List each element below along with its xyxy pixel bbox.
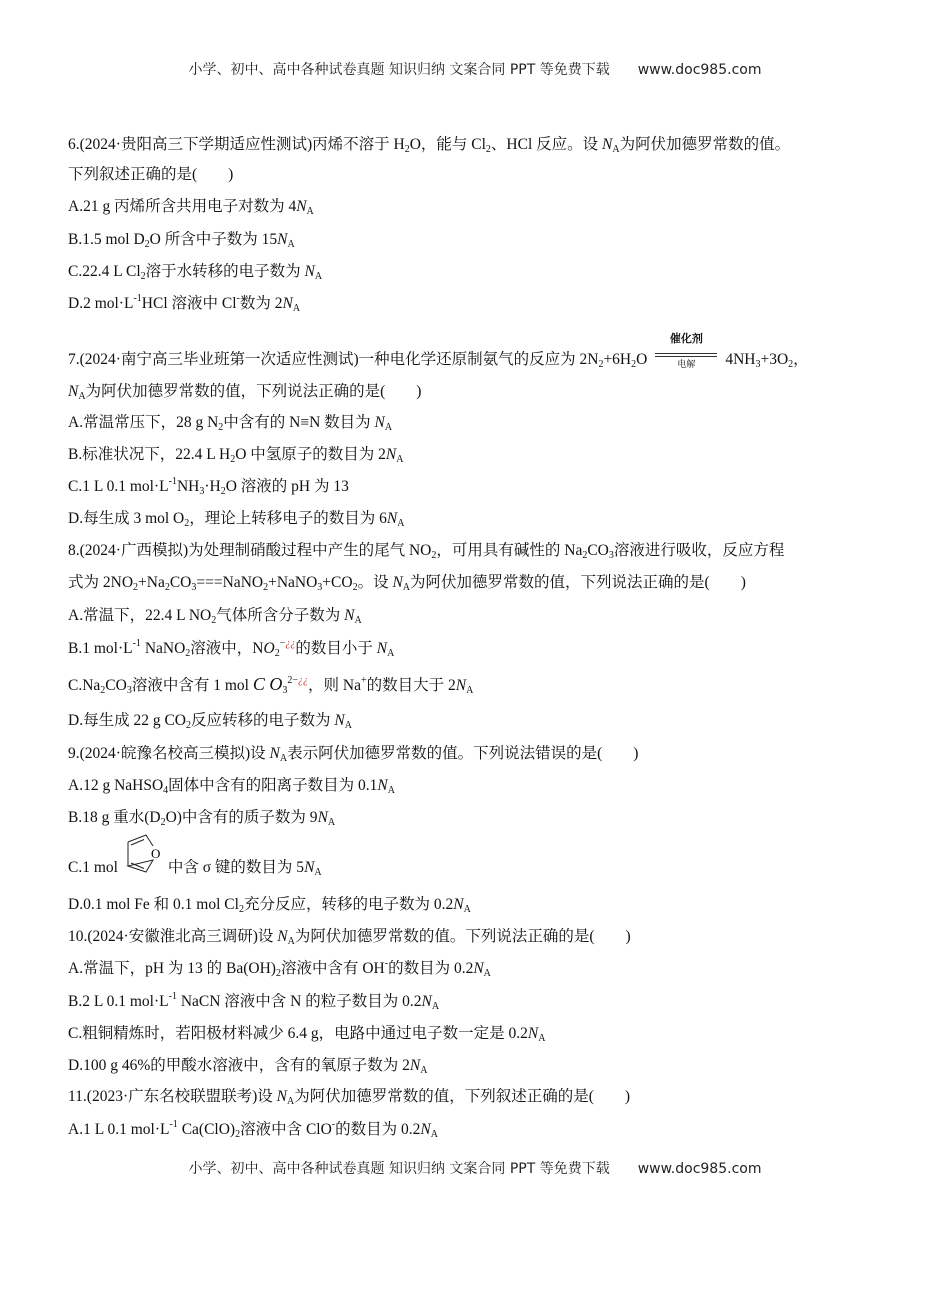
text-run: 为阿伏加德罗常数的值，下列叙述正确的是( ) bbox=[294, 1088, 631, 1105]
subscript: A bbox=[431, 1001, 440, 1012]
subscript: 3 bbox=[317, 582, 323, 593]
subscript: A bbox=[396, 454, 404, 465]
text-run: A.12 g NaHSO bbox=[68, 777, 164, 794]
text-run: O bbox=[636, 351, 648, 368]
subscript: 3 bbox=[755, 359, 761, 370]
subscript: 2 bbox=[164, 582, 170, 593]
subscript: 3 bbox=[126, 685, 132, 696]
superscript: - bbox=[331, 1119, 336, 1130]
text-run: CO bbox=[169, 574, 192, 591]
subscript: A bbox=[384, 422, 393, 433]
text-run: ·H bbox=[204, 478, 221, 495]
question-line bbox=[68, 445, 403, 465]
question-line bbox=[68, 992, 439, 1012]
subscript: 2 bbox=[144, 239, 150, 250]
subscript: A bbox=[483, 968, 491, 979]
page-header: 小学、初中、高中各种试卷真题 知识归纳 文案合同 PPT 等免费下载 www.doc985.com bbox=[188, 62, 762, 78]
italic-text: N bbox=[344, 607, 355, 624]
text-run: 的数目大于 2 bbox=[366, 677, 456, 694]
text-run: 溶液中含有 OH bbox=[280, 960, 385, 977]
text-run: +6H bbox=[603, 351, 632, 368]
text-run: CO bbox=[587, 542, 609, 559]
italic-text: N bbox=[304, 859, 315, 876]
question-line bbox=[68, 808, 335, 828]
text-run: NH bbox=[176, 478, 200, 495]
italic-text: N bbox=[420, 1121, 431, 1138]
text-run: B.标准状况下，22.4 L H bbox=[68, 446, 231, 463]
italic-text: N bbox=[334, 712, 345, 729]
superscript: - bbox=[384, 958, 389, 969]
text-run: 充分反应，转移的电子数为 0.2 bbox=[243, 896, 454, 913]
subscript: 3 bbox=[199, 486, 205, 497]
text-run: 溶液中含 ClO bbox=[240, 1121, 332, 1138]
italic-text: N bbox=[282, 295, 293, 312]
question-line bbox=[68, 846, 322, 878]
text-run: 表示阿伏加德罗常数的值。下列说法错误的是( ) bbox=[287, 745, 639, 762]
question-stem bbox=[68, 541, 784, 561]
subscript: A bbox=[387, 648, 395, 659]
subscript: A bbox=[466, 685, 474, 696]
subscript: 2 bbox=[352, 582, 358, 593]
text-run: 数为 2 bbox=[239, 295, 283, 312]
question-line bbox=[68, 895, 471, 915]
subscript: 2 bbox=[404, 144, 410, 155]
italic-text: N bbox=[392, 574, 403, 591]
text-run: O 溶液的 pH 为 13 bbox=[225, 478, 349, 495]
text-run: 中含有的 N≡N 数目为 bbox=[223, 414, 375, 431]
question-line bbox=[68, 959, 491, 979]
italic-text: N bbox=[277, 928, 288, 945]
text-run: +NaNO bbox=[268, 574, 318, 591]
text-run: D.每生成 22 g CO bbox=[68, 712, 186, 729]
text-run: 气体所含分子数为 bbox=[216, 607, 345, 624]
text-run: 9.(2024·皖豫名校高三模拟)设 bbox=[68, 745, 270, 762]
question-line bbox=[68, 1120, 438, 1140]
subscript: A bbox=[387, 785, 395, 796]
subscript: A bbox=[327, 817, 336, 828]
italic-text: N bbox=[277, 231, 288, 248]
question-line bbox=[68, 197, 314, 217]
text-run: 6.(2024·贵阳高三下学期适应性测试)丙烯不溶于 H bbox=[68, 136, 405, 153]
subscript: A bbox=[306, 206, 314, 217]
question-stem bbox=[68, 333, 809, 370]
subscript: 2 bbox=[100, 685, 106, 696]
text-run: 为阿伏加德罗常数的值。下列说法正确的是( ) bbox=[294, 928, 631, 945]
text-run: ， bbox=[793, 351, 809, 368]
subscript: 2 bbox=[275, 968, 281, 979]
superscript: + bbox=[360, 675, 367, 686]
italic-text: N bbox=[453, 896, 464, 913]
superscript: -1 bbox=[169, 1119, 178, 1130]
question-line bbox=[68, 639, 394, 659]
subscript: A bbox=[314, 271, 323, 282]
superscript: 2− bbox=[287, 675, 298, 686]
text-run: CO bbox=[105, 677, 127, 694]
text-run: 。设 bbox=[357, 574, 393, 591]
subscript: 2 bbox=[238, 904, 244, 915]
text-run: D.100 g 46%的甲酸水溶液中，含有的氧原子数为 2 bbox=[68, 1057, 410, 1074]
subscript: 2 bbox=[274, 648, 280, 659]
subscript: 2 bbox=[263, 582, 269, 593]
subscript: 2 bbox=[140, 271, 146, 282]
text-run: 式为 2NO bbox=[68, 574, 134, 591]
question-line bbox=[68, 165, 233, 185]
text-run: C.22.4 L Cl bbox=[68, 263, 141, 280]
italic-text: N bbox=[421, 993, 432, 1010]
subscript: 2 bbox=[230, 454, 236, 465]
text-run: +3O bbox=[760, 351, 789, 368]
italic-text: N bbox=[317, 809, 328, 826]
text-run: A.21 g 丙烯所含共用电子对数为 4 bbox=[68, 198, 297, 215]
subscript: 2 bbox=[185, 720, 191, 731]
text-run: A.常温下，pH 为 13 的 Ba(OH) bbox=[68, 960, 276, 977]
question-stem bbox=[68, 927, 631, 947]
subscript: A bbox=[287, 1096, 295, 1107]
text-run: B.18 g 重水(D bbox=[68, 809, 161, 826]
subscript: A bbox=[344, 720, 352, 731]
reaction-condition-arrow bbox=[655, 333, 717, 370]
subscript: 2 bbox=[220, 486, 226, 497]
subscript: 2 bbox=[185, 648, 191, 659]
text-run: ，可用具有碱性的 Na bbox=[436, 542, 583, 559]
subscript: 2 bbox=[485, 144, 491, 155]
text-run: D.0.1 mol Fe 和 0.1 mol Cl bbox=[68, 896, 239, 913]
italic-text: N bbox=[296, 198, 307, 215]
subscript: 2 bbox=[431, 550, 437, 561]
text-run: D.每生成 3 mol O bbox=[68, 510, 185, 527]
italic-text: N bbox=[386, 510, 398, 527]
subscript: 2 bbox=[631, 359, 637, 370]
text-run: C.1 L 0.1 mol·L bbox=[68, 478, 169, 495]
text-run: 11.(2023·广东名校联盟联考)设 bbox=[68, 1088, 277, 1105]
question-line bbox=[68, 606, 362, 626]
text-run: 4NH bbox=[725, 351, 756, 368]
subscript: A bbox=[354, 615, 362, 626]
italic-text: N bbox=[68, 383, 79, 400]
subscript: 2 bbox=[235, 1129, 241, 1140]
question-line bbox=[68, 294, 300, 314]
subscript: A bbox=[287, 936, 295, 947]
italic-text: N bbox=[455, 677, 467, 694]
subscript: 3 bbox=[282, 685, 288, 696]
question-line bbox=[68, 230, 295, 250]
text-run: 溶液中含有 1 mol bbox=[131, 677, 253, 694]
subscript: 4 bbox=[163, 785, 169, 796]
italic-text: O bbox=[263, 640, 275, 657]
text-run: O 中氢原子的数目为 2 bbox=[235, 446, 386, 463]
question-line bbox=[68, 1024, 545, 1044]
italic-text: N bbox=[527, 1025, 539, 1042]
text-run: 反应转移的电子数为 bbox=[190, 712, 335, 729]
oxygen-label: O bbox=[150, 846, 161, 861]
text-run: 7.(2024·南宁高三毕业班第一次适应性测试)一种电化学还原制氨气的反应为 2N bbox=[68, 351, 599, 368]
subscript: A bbox=[78, 391, 86, 402]
text-run: 的数目为 0.2 bbox=[335, 1121, 421, 1138]
italic-text: N bbox=[409, 1057, 421, 1074]
text-run: 10.(2024·安徽淮北高三调研)设 bbox=[68, 928, 278, 945]
text-run: 的数目小于 bbox=[295, 640, 377, 657]
text-run: 溶于水转移的电子数为 bbox=[145, 263, 305, 280]
subscript: 2 bbox=[160, 817, 166, 828]
text-run: O)中含有的质子数为 9 bbox=[165, 809, 318, 826]
subscript: 2 bbox=[788, 359, 794, 370]
subscript: 2 bbox=[133, 582, 139, 593]
text-run: D.2 mol·L bbox=[68, 295, 134, 312]
subscript: 2 bbox=[582, 550, 588, 561]
subscript: A bbox=[420, 1065, 428, 1076]
text-run: 为阿伏加德罗常数的值，下列说法正确的是( ) bbox=[85, 383, 422, 400]
question-line bbox=[68, 509, 404, 529]
text-run: 固体中含有的阳离子数目为 0.1 bbox=[168, 777, 378, 794]
text-run: 为阿伏加德罗常数的值。 bbox=[619, 136, 791, 153]
text-run: C.1 mol bbox=[68, 859, 122, 876]
text-run: 溶液中，N bbox=[190, 640, 264, 657]
subscript: 2 bbox=[598, 359, 604, 370]
text-run: A.常温下，22.4 L NO bbox=[68, 607, 212, 624]
question-line bbox=[68, 477, 349, 497]
text-run: C.粗铜精炼时，若阳极材料减少 6.4 g，电路中通过电子数一定是 0.2 bbox=[68, 1025, 528, 1042]
subscript: A bbox=[287, 239, 295, 250]
text-run: B.2 L 0.1 mol·L bbox=[68, 993, 169, 1010]
text-run: O，能与 Cl bbox=[409, 136, 486, 153]
catalyst-label: 催化剂 bbox=[669, 333, 703, 346]
superscript: ¿¿ bbox=[285, 638, 296, 649]
superscript: -1 bbox=[132, 638, 141, 649]
subscript: 2 bbox=[211, 615, 217, 626]
text-run: NaCN 溶液中含 N 的粒子数目为 0.2 bbox=[176, 993, 422, 1010]
italic-text: N bbox=[377, 777, 388, 794]
text-run: 8.(2024·广西模拟)为处理制硝酸过程中产生的尾气 NO bbox=[68, 542, 432, 559]
text-run: ，理论上转移电子的数目为 6 bbox=[189, 510, 387, 527]
text-run: A.1 L 0.1 mol·L bbox=[68, 1121, 170, 1138]
text-run: 中含 σ 键的数目为 5 bbox=[167, 859, 305, 876]
question-line bbox=[68, 776, 395, 796]
subscript: 3 bbox=[191, 582, 197, 593]
text-run: 下列叙述正确的是( ) bbox=[68, 166, 234, 183]
page-footer: 小学、初中、高中各种试卷真题 知识归纳 文案合同 PPT 等免费下载 www.doc985.com bbox=[188, 1161, 762, 1177]
equals-bars bbox=[655, 353, 717, 357]
subscript: A bbox=[397, 518, 405, 529]
italic-text: C O bbox=[252, 674, 283, 694]
question-line bbox=[68, 382, 421, 402]
italic-text: N bbox=[376, 640, 388, 657]
text-run: 为阿伏加德罗常数的值，下列说法正确的是( ) bbox=[410, 574, 746, 591]
subscript: 2 bbox=[184, 518, 190, 529]
superscript: -1 bbox=[168, 991, 177, 1002]
question-line bbox=[68, 711, 352, 731]
text-run: 的数目为 0.2 bbox=[388, 960, 474, 977]
text-run: 溶液进行吸收，反应方程 bbox=[613, 542, 785, 559]
subscript: A bbox=[279, 753, 288, 764]
text-run: NaNO bbox=[140, 640, 186, 657]
italic-text: N bbox=[304, 263, 315, 280]
italic-text: N bbox=[276, 1088, 288, 1105]
electrolysis-label: 电解 bbox=[677, 359, 696, 370]
text-run: C.Na bbox=[68, 677, 101, 694]
subscript: A bbox=[292, 303, 301, 314]
text-run: ，则 Na bbox=[308, 677, 361, 694]
superscript: -1 bbox=[133, 293, 142, 304]
subscript: 3 bbox=[608, 550, 614, 561]
subscript: 2 bbox=[218, 422, 224, 433]
question-line bbox=[68, 413, 392, 433]
superscript: - bbox=[236, 293, 240, 304]
superscript: -1 bbox=[168, 476, 177, 487]
text-run: O 所含中子数为 15 bbox=[149, 231, 278, 248]
text-run: A.常温常压下，28 g N bbox=[68, 414, 219, 431]
subscript: A bbox=[430, 1129, 438, 1140]
furan-structure-icon bbox=[124, 846, 166, 872]
italic-text: N bbox=[473, 960, 484, 977]
subscript: A bbox=[402, 582, 411, 593]
italic-text: N bbox=[269, 745, 280, 762]
question-line bbox=[68, 1056, 427, 1076]
italic-text: N bbox=[385, 446, 397, 463]
question-stem bbox=[68, 1087, 630, 1107]
text-run: +Na bbox=[138, 574, 165, 591]
text-run: Ca(ClO) bbox=[177, 1121, 236, 1138]
text-run: 、HCl 反应。设 bbox=[490, 136, 602, 153]
italic-text: N bbox=[602, 136, 613, 153]
text-run: B.1.5 mol D bbox=[68, 231, 145, 248]
subscript: A bbox=[612, 144, 620, 155]
text-run: ===NaNO bbox=[196, 574, 264, 591]
question-stem bbox=[68, 135, 790, 155]
subscript: A bbox=[314, 867, 322, 878]
question-line bbox=[68, 573, 746, 593]
subscript: A bbox=[538, 1033, 546, 1044]
question-stem bbox=[68, 744, 638, 764]
question-line bbox=[68, 676, 473, 696]
subscript: A bbox=[463, 904, 471, 915]
text-run: HCl 溶液中 Cl bbox=[141, 295, 237, 312]
text-run: B.1 mol·L bbox=[68, 640, 133, 657]
text-run: +CO bbox=[322, 574, 353, 591]
superscript: − bbox=[279, 638, 286, 649]
question-line bbox=[68, 262, 322, 282]
italic-text: N bbox=[374, 414, 385, 431]
superscript: ¿¿ bbox=[298, 675, 308, 686]
